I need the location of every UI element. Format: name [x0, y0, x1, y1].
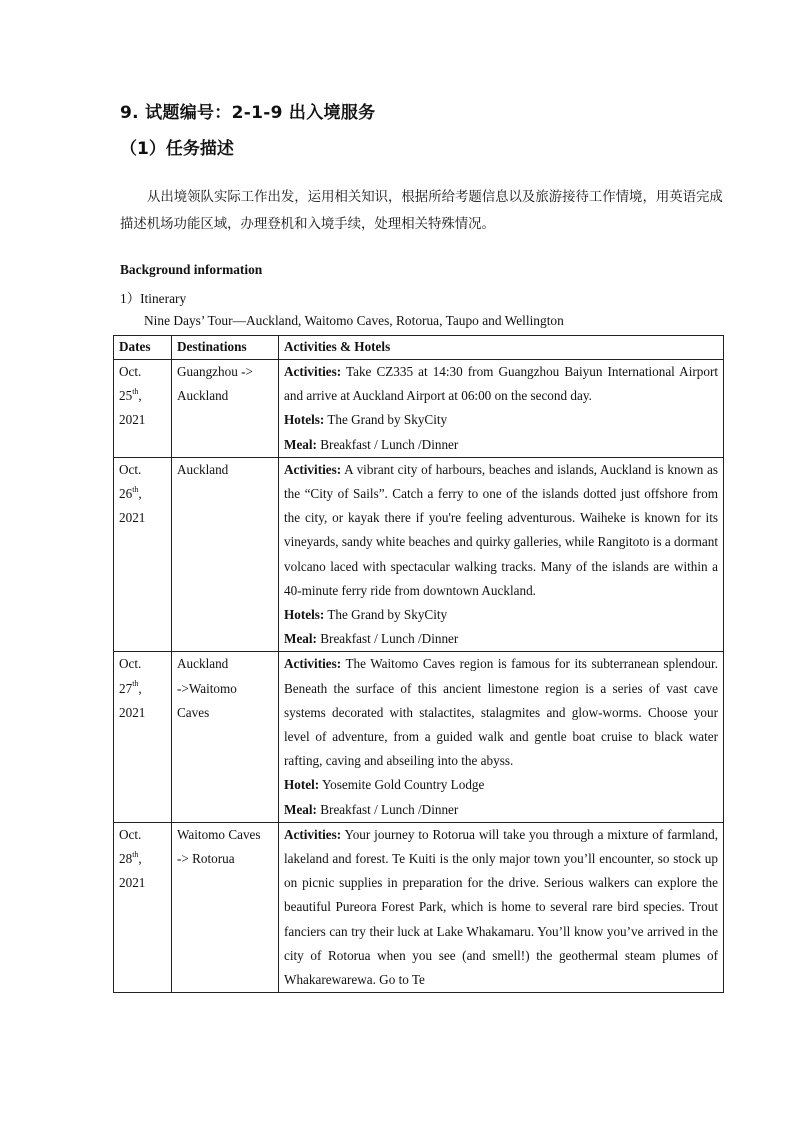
activities-cell: Activities: The Waitomo Caves region is famous for its subterranean splendour. Beneath the surface of this ancient limestone region is a series of vast cave systems decorated with stalactites, stalagmites and glow-worms. Choose your level of adventure, from a guided walk and gentle boat cruise to black water rafting, caving and abseiling into the abyss. Hotel: Yosemite Gold Country Lodge Meal: Breakfast / Lunch /Dinner — [279, 652, 724, 822]
date-cell: Oct. 28th, 2021 — [114, 822, 172, 992]
destination-cell: Waitomo Caves -> Rotorua — [172, 822, 279, 992]
table-row — [114, 360, 724, 458]
task-description — [120, 184, 725, 238]
table-row — [114, 652, 724, 822]
activities-cell: Activities: Take CZ335 at 14:30 from Guangzhou Baiyun International Airport and arrive at Auckland Airport at 06:00 on the second day. Hotels: The Grand by SkyCity Meal: Breakfast / Lunch /Dinner — [279, 360, 724, 458]
date-cell: Oct. 26th, 2021 — [114, 457, 172, 652]
header-destinations: Destinations — [172, 336, 279, 360]
destination-cell: Guangzhou -> Auckland — [172, 360, 279, 458]
header-dates: Dates — [114, 336, 172, 360]
date-day: 25th, — [119, 386, 142, 404]
table-row — [114, 457, 724, 652]
table-header-row — [114, 336, 724, 360]
header-activities: Activities & Hotels — [279, 336, 724, 360]
task-subheading: （1）任务描述 — [120, 139, 234, 159]
activities-cell: Activities: A vibrant city of harbours, beaches and islands, Auckland is known as the “City of Sails”. Catch a ferry to one of the islands dotted just offshore from the city, or kayak there if you're feeling adventurous. Waiheke is known for its vineyards, sandy white beaches and quirky galleries, while Rangitoto is a dormant volcano laced with spectacular walking tracks. Many of the islands are within a 40-minute ferry ride from downtown Auckland. Hotels: The Grand by SkyCity Meal: Breakfast / Lunch /Dinner — [279, 457, 724, 652]
background-title: Background information — [120, 262, 263, 277]
itinerary-table — [113, 335, 724, 993]
section-heading: 9. 试题编号：2-1-9 出入境服务 — [120, 103, 376, 123]
tour-title: Nine Days’ Tour—Auckland, Waitomo Caves, Rotorua, Taupo and Wellington — [144, 313, 564, 328]
activities-cell: Activities: Your journey to Rotorua will take you through a mixture of farmland, lakeland and forest. Te Kuiti is the only major town you’ll encounter, so stock up on picnic supplies in preparation for the drive. Serious walkers can explore the beautiful Pureora Forest Park, which is home to several rare bird species. Trout fanciers can try their luck at Lake Whakamaru. You’ll know you’ve arrived in the city of Rotorua when you see (and smell!) the geothermal steam plumes of Whakarewarewa. Go to Te — [279, 822, 724, 992]
date-cell — [114, 360, 172, 458]
destination-cell: Auckland — [172, 457, 279, 652]
destination-cell: Auckland ->Waitomo Caves — [172, 652, 279, 822]
table-row — [114, 822, 724, 992]
date-cell: Oct. 27th, 2021 — [114, 652, 172, 822]
task-description-text: 从出境领队实际工作出发，运用相关知识，根据所给考题信息以及旅游接待工作情境，用英语完成描述机场功能区域，办理登机和入境手续，处理相关特殊情况。 — [120, 190, 723, 232]
date-month: Oct. — [119, 364, 142, 379]
date-year: 2021 — [119, 412, 146, 428]
itinerary-label: 1）Itinerary — [120, 291, 187, 306]
